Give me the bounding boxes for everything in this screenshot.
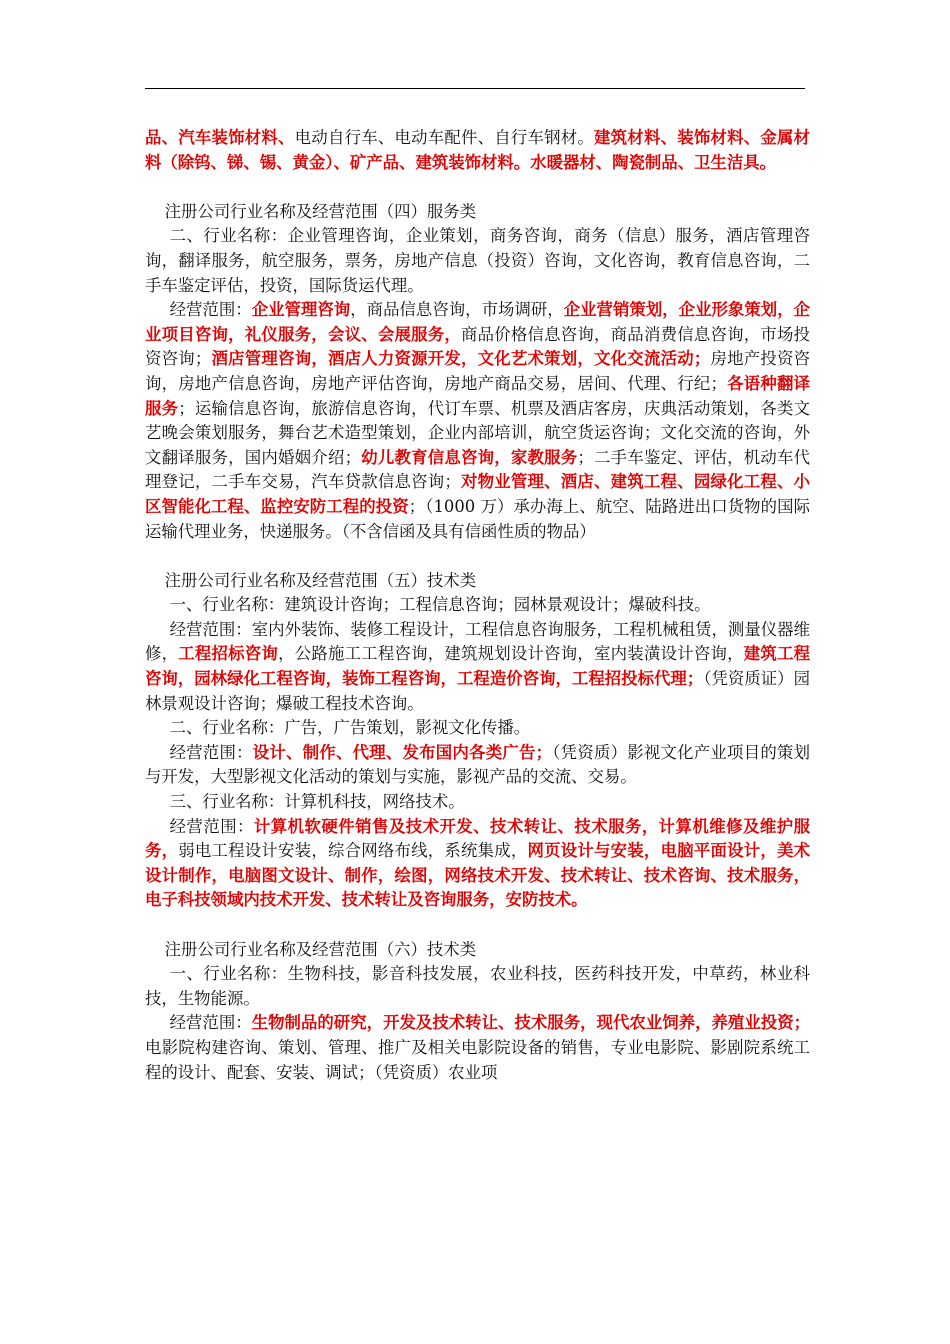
body-text: 电动自行车、电动车配件、自行车钢材。: [294, 128, 595, 147]
industry-line: 三、行业名称：计算机科技，网络技术。: [169, 792, 465, 812]
document-body: [145, 126, 810, 1085]
scope-paragraph: [145, 618, 810, 716]
highlighted-text: 幼儿教育信息咨询，家教服务: [360, 447, 578, 467]
body-text: 房地产投资咨询，房地产信息咨询，房地产评估咨询，房地产商品交易，居间、代理、行纪；: [145, 349, 811, 393]
highlighted-text: 网页设计与安装，电脑平面设计，美术设计制作，电脑图文设计、制作，绘图，网络技术开发、技术转让、技术咨询、技术服务，电子科技领域内技术开发、技术转让及咨询服务，安防技术。: [145, 841, 811, 910]
header-rule: [145, 88, 805, 89]
highlighted-text: 酒店管理咨询，酒店人力资源开发，文化艺术策划，文化交流活动；: [211, 349, 711, 369]
body-text: 经营范围：: [169, 1013, 252, 1033]
highlighted-text: 各语种翻译服务: [145, 373, 810, 418]
body-text: 经营范围：: [169, 742, 253, 762]
highlighted-text: 品、汽车装饰材料、: [145, 128, 295, 147]
highlighted-text: 设计、制作、代理、发布国内各类广告；: [252, 742, 552, 762]
scope-paragraph: [145, 298, 810, 544]
highlighted-text: 工程招标咨询: [178, 644, 279, 664]
industry-line: 二、行业名称：企业管理咨询，企业策划，商务咨询，商务（信息）服务，酒店管理咨询，翻译服务，航空服务，票务，房地产信息（投资）咨询，文化咨询，教育信息咨询，二手车鉴定评估，投资，国际货运代理。: [145, 226, 810, 295]
body-text: （凭资质证）园林景观设计咨询；爆破工程技术咨询。: [145, 669, 810, 713]
section-heading-6: 注册公司行业名称及经营范围（六）技术类: [164, 939, 477, 959]
body-text: 电影院构建咨询、策划、管理、推广及相关电影院设备的销售，专业电影院、影剧院系统工程的设计、配套、安装、调试；（凭资质）农业项: [145, 1037, 810, 1082]
body-text: ，商品信息咨询，市场调研，: [350, 300, 564, 320]
body-text: ，公路施工工程咨询，建筑规划设计咨询，室内装潢设计咨询，: [278, 644, 744, 664]
highlighted-text: 生物制品的研究，开发及技术转让、技术服务，现代农业饲养，养殖业投资；: [251, 1013, 810, 1033]
highlighted-text: 企业营销策划，企业形象策划，企业项目咨询，礼仪服务，会议、会展服务，: [145, 300, 811, 344]
highlighted-text: 计算机软硬件销售及技术开发、技术转让、技术服务，计算机维修及维护服务，: [145, 816, 810, 861]
body-text: 经营范围：: [169, 300, 252, 320]
highlighted-text: 企业管理咨询: [251, 300, 351, 320]
highlighted-text: 建筑工程咨询，园林绿化工程咨询，装饰工程咨询，工程造价咨询，工程招投标代理；: [145, 644, 811, 689]
highlighted-text: 建筑材料、装饰材料、金属材料（除钨、锑、锡、黄金）、矿产品、建筑装饰材料。水暖器材、陶瓷制品、卫生洁具。: [145, 128, 811, 172]
section-heading-5: 注册公司行业名称及经营范围（五）技术类: [164, 570, 477, 590]
body-text: 弱电工程设计安装，综合网络布线，系统集成，: [178, 841, 528, 861]
scope-paragraph: [145, 741, 810, 790]
continued-paragraph: [145, 126, 810, 175]
section-heading-4: 注册公司行业名称及经营范围（四）服务类: [164, 201, 477, 221]
highlighted-text: 对物业管理、酒店、建筑工程、园绿化工程、小区智能化工程、监控安防工程的投资: [145, 472, 811, 516]
body-text: 经营范围：: [169, 816, 254, 836]
scope-paragraph: [145, 1011, 810, 1085]
scope-paragraph: [145, 815, 810, 913]
body-text: 经营范围：室内外装饰、装修工程设计，工程信息咨询服务，工程机械租赁，测量仪器维修，: [145, 619, 810, 664]
body-text: （凭资质）影视文化产业项目的策划与开发，大型影视文化活动的策划与实施，影视产品的交流、交易。: [145, 742, 810, 787]
industry-line: 一、行业名称：生物科技，影音科技发展，农业科技，医药科技开发，中草药，林业科技，生物能源。: [145, 964, 810, 1008]
body-text: ；二手车鉴定、评估，机动车代理登记，二手车交易，汽车贷款信息咨询；: [145, 447, 811, 492]
body-text: ；运输信息咨询，旅游信息咨询，代订车票、机票及酒店客房，庆典活动策划，各类文艺晚会策划服务，舞台艺术造型策划，企业内部培训，航空货运咨询；文化交流的咨询，外文翻译服务，国内婚姻介绍；: [145, 398, 811, 467]
body-text: 商品价格信息咨询，商品消费信息咨询，市场投资咨询；: [145, 324, 811, 369]
industry-line: 二、行业名称：广告，广告策划，影视文化传播。: [169, 718, 531, 738]
body-text: ；（1000 万）承办海上、航空、陆路进出口货物的国际运输代理业务，快递服务。（不含信函及具有信函性质的物品）: [145, 496, 810, 541]
industry-line: 一、行业名称：建筑设计咨询；工程信息咨询；园林景观设计；爆破科技。: [169, 595, 711, 615]
